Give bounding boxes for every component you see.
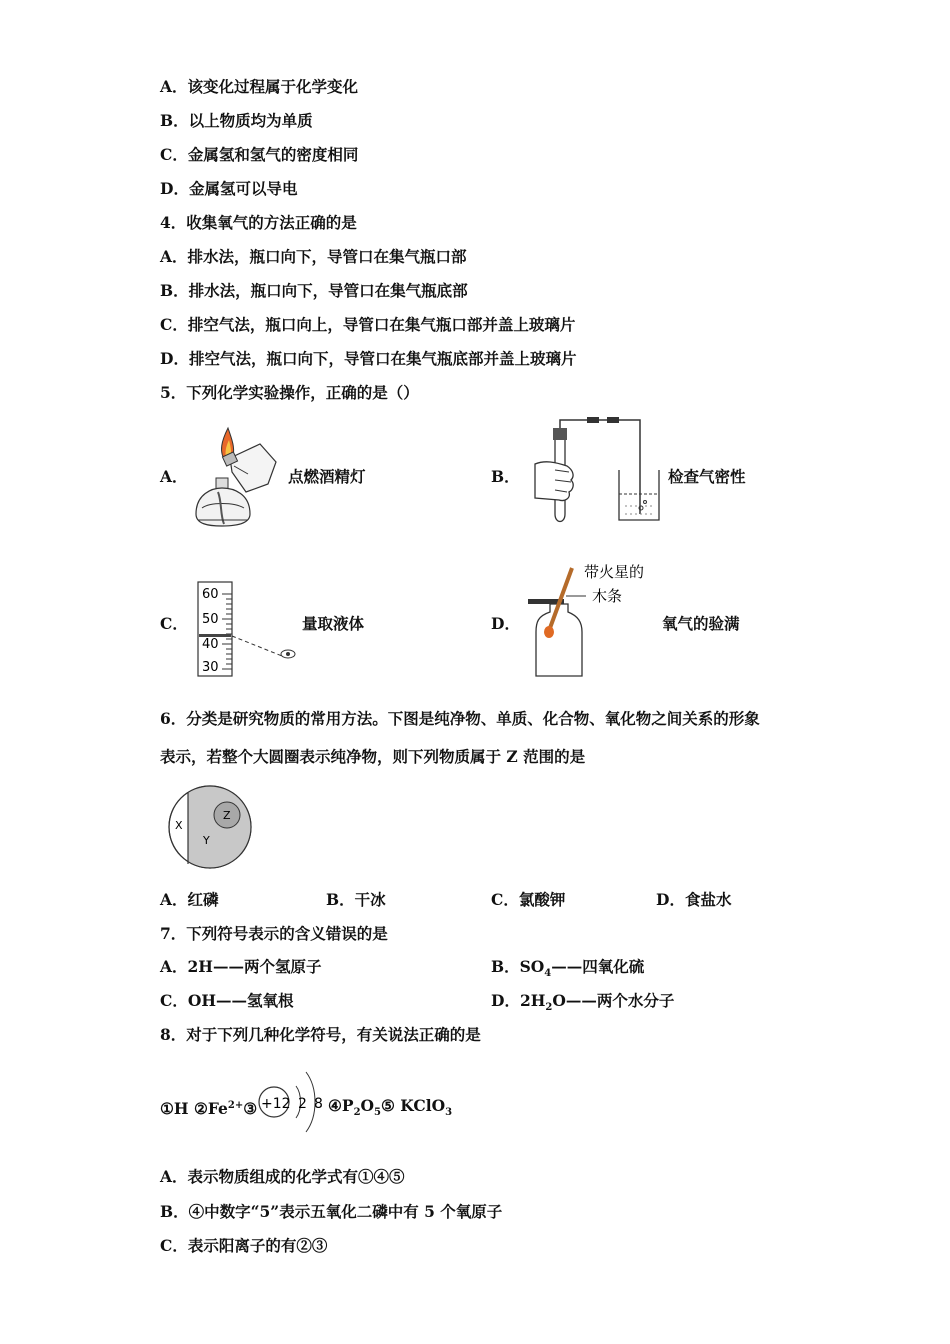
q6-option-d: D．食盐水 <box>656 890 732 909</box>
q5-caption-a: 点燃酒精灯 <box>288 467 366 486</box>
q8-option-b: B．④中数字“5”表示五氧化二磷中有 5 个氧原子 <box>160 1202 503 1221</box>
q3-option-c: C．金属氢和氢气的密度相同 <box>160 145 359 164</box>
q4-option-a: A．排水法，瓶口向下，导管口在集气瓶口部 <box>160 247 467 266</box>
alcohol-lamp-figure <box>188 422 288 530</box>
splint-label-line1: 带火星的 <box>584 563 645 581</box>
q8-symbols-right: $④P_2O_5⑤$ KClO$_3$ <box>328 1096 453 1119</box>
cylinder-tick-40: 40 <box>202 637 219 652</box>
q5-caption-b: 检查气密性 <box>668 467 746 486</box>
q5-caption-c: 量取液体 <box>302 614 365 633</box>
q8-option-a: A．表示物质组成的化学式有①④⑤ <box>160 1167 405 1186</box>
q5-option-a-letter: A． <box>160 467 188 486</box>
atom-structure-diagram <box>256 1060 332 1144</box>
shell-electrons-2: 8 <box>314 1096 323 1112</box>
q4-option-d: D．排空气法，瓶口向下，导管口在集气瓶底部并盖上玻璃片 <box>160 349 577 368</box>
q4-option-c: C．排空气法，瓶口向上，导管口在集气瓶口部并盖上玻璃片 <box>160 315 576 334</box>
splint-label-line2: 木条 <box>592 587 623 605</box>
graduated-cylinder-figure <box>192 578 302 678</box>
q4-stem: 4．收集氧气的方法正确的是 <box>160 213 357 232</box>
cylinder-tick-60: 60 <box>202 587 219 602</box>
q8-symbols-left: ①H $②Fe^{2+}③$ <box>160 1099 258 1119</box>
q5-stem: 5．下列化学实验操作，正确的是（） <box>160 383 419 402</box>
airtightness-figure <box>515 414 665 526</box>
q6-option-b: B．干冰 <box>326 890 386 909</box>
cylinder-tick-30: 30 <box>202 660 219 675</box>
q4-option-b: B．排水法，瓶口向下，导管口在集气瓶底部 <box>160 281 468 300</box>
oxygen-full-test-figure <box>520 556 670 682</box>
q6-stem-line1: 6．分类是研究物质的常用方法。下图是纯净物、单质、化合物、氧化物之间关系的形象 <box>160 709 760 728</box>
q7-option-c: C．OH——氢氧根 <box>160 991 294 1010</box>
q6-option-a: A．红磷 <box>160 890 219 909</box>
q7-option-d: D．$2H_2O——$两个水分子 <box>491 991 675 1014</box>
q3-option-d: D．金属氢可以导电 <box>160 179 298 198</box>
q8-stem: 8．对于下列几种化学符号，有关说法正确的是 <box>160 1025 481 1044</box>
q7-stem: 7．下列符号表示的含义错误的是 <box>160 924 388 943</box>
q5-option-d-letter: D． <box>491 614 520 633</box>
diagram-label-z: Z <box>223 809 231 822</box>
cylinder-tick-50: 50 <box>202 612 219 627</box>
q6-option-c: C．氯酸钾 <box>491 890 566 909</box>
q8-option-c: C．表示阳离子的有②③ <box>160 1236 328 1255</box>
diagram-label-y: Y <box>203 834 210 847</box>
diagram-label-x: X <box>175 819 183 832</box>
shell-electrons-1: 2 <box>298 1096 307 1112</box>
q5-caption-d: 氧气的验满 <box>662 614 740 633</box>
q6-stem-line2: 表示，若整个大圆圈表示纯净物，则下列物质属于 Z 范围的是 <box>160 747 586 766</box>
q5-option-b-letter: B． <box>491 467 520 486</box>
nucleus-charge: +12 <box>261 1096 291 1112</box>
q3-option-a: A．该变化过程属于化学变化 <box>160 77 359 96</box>
classification-diagram <box>166 784 256 870</box>
q7-option-b: B．$SO_4——$四氧化硫 <box>491 957 645 980</box>
q5-option-c-letter: C． <box>160 614 188 633</box>
q3-option-b: B．以上物质均为单质 <box>160 111 313 130</box>
q7-option-a: A．2H——两个氢原子 <box>160 957 322 976</box>
